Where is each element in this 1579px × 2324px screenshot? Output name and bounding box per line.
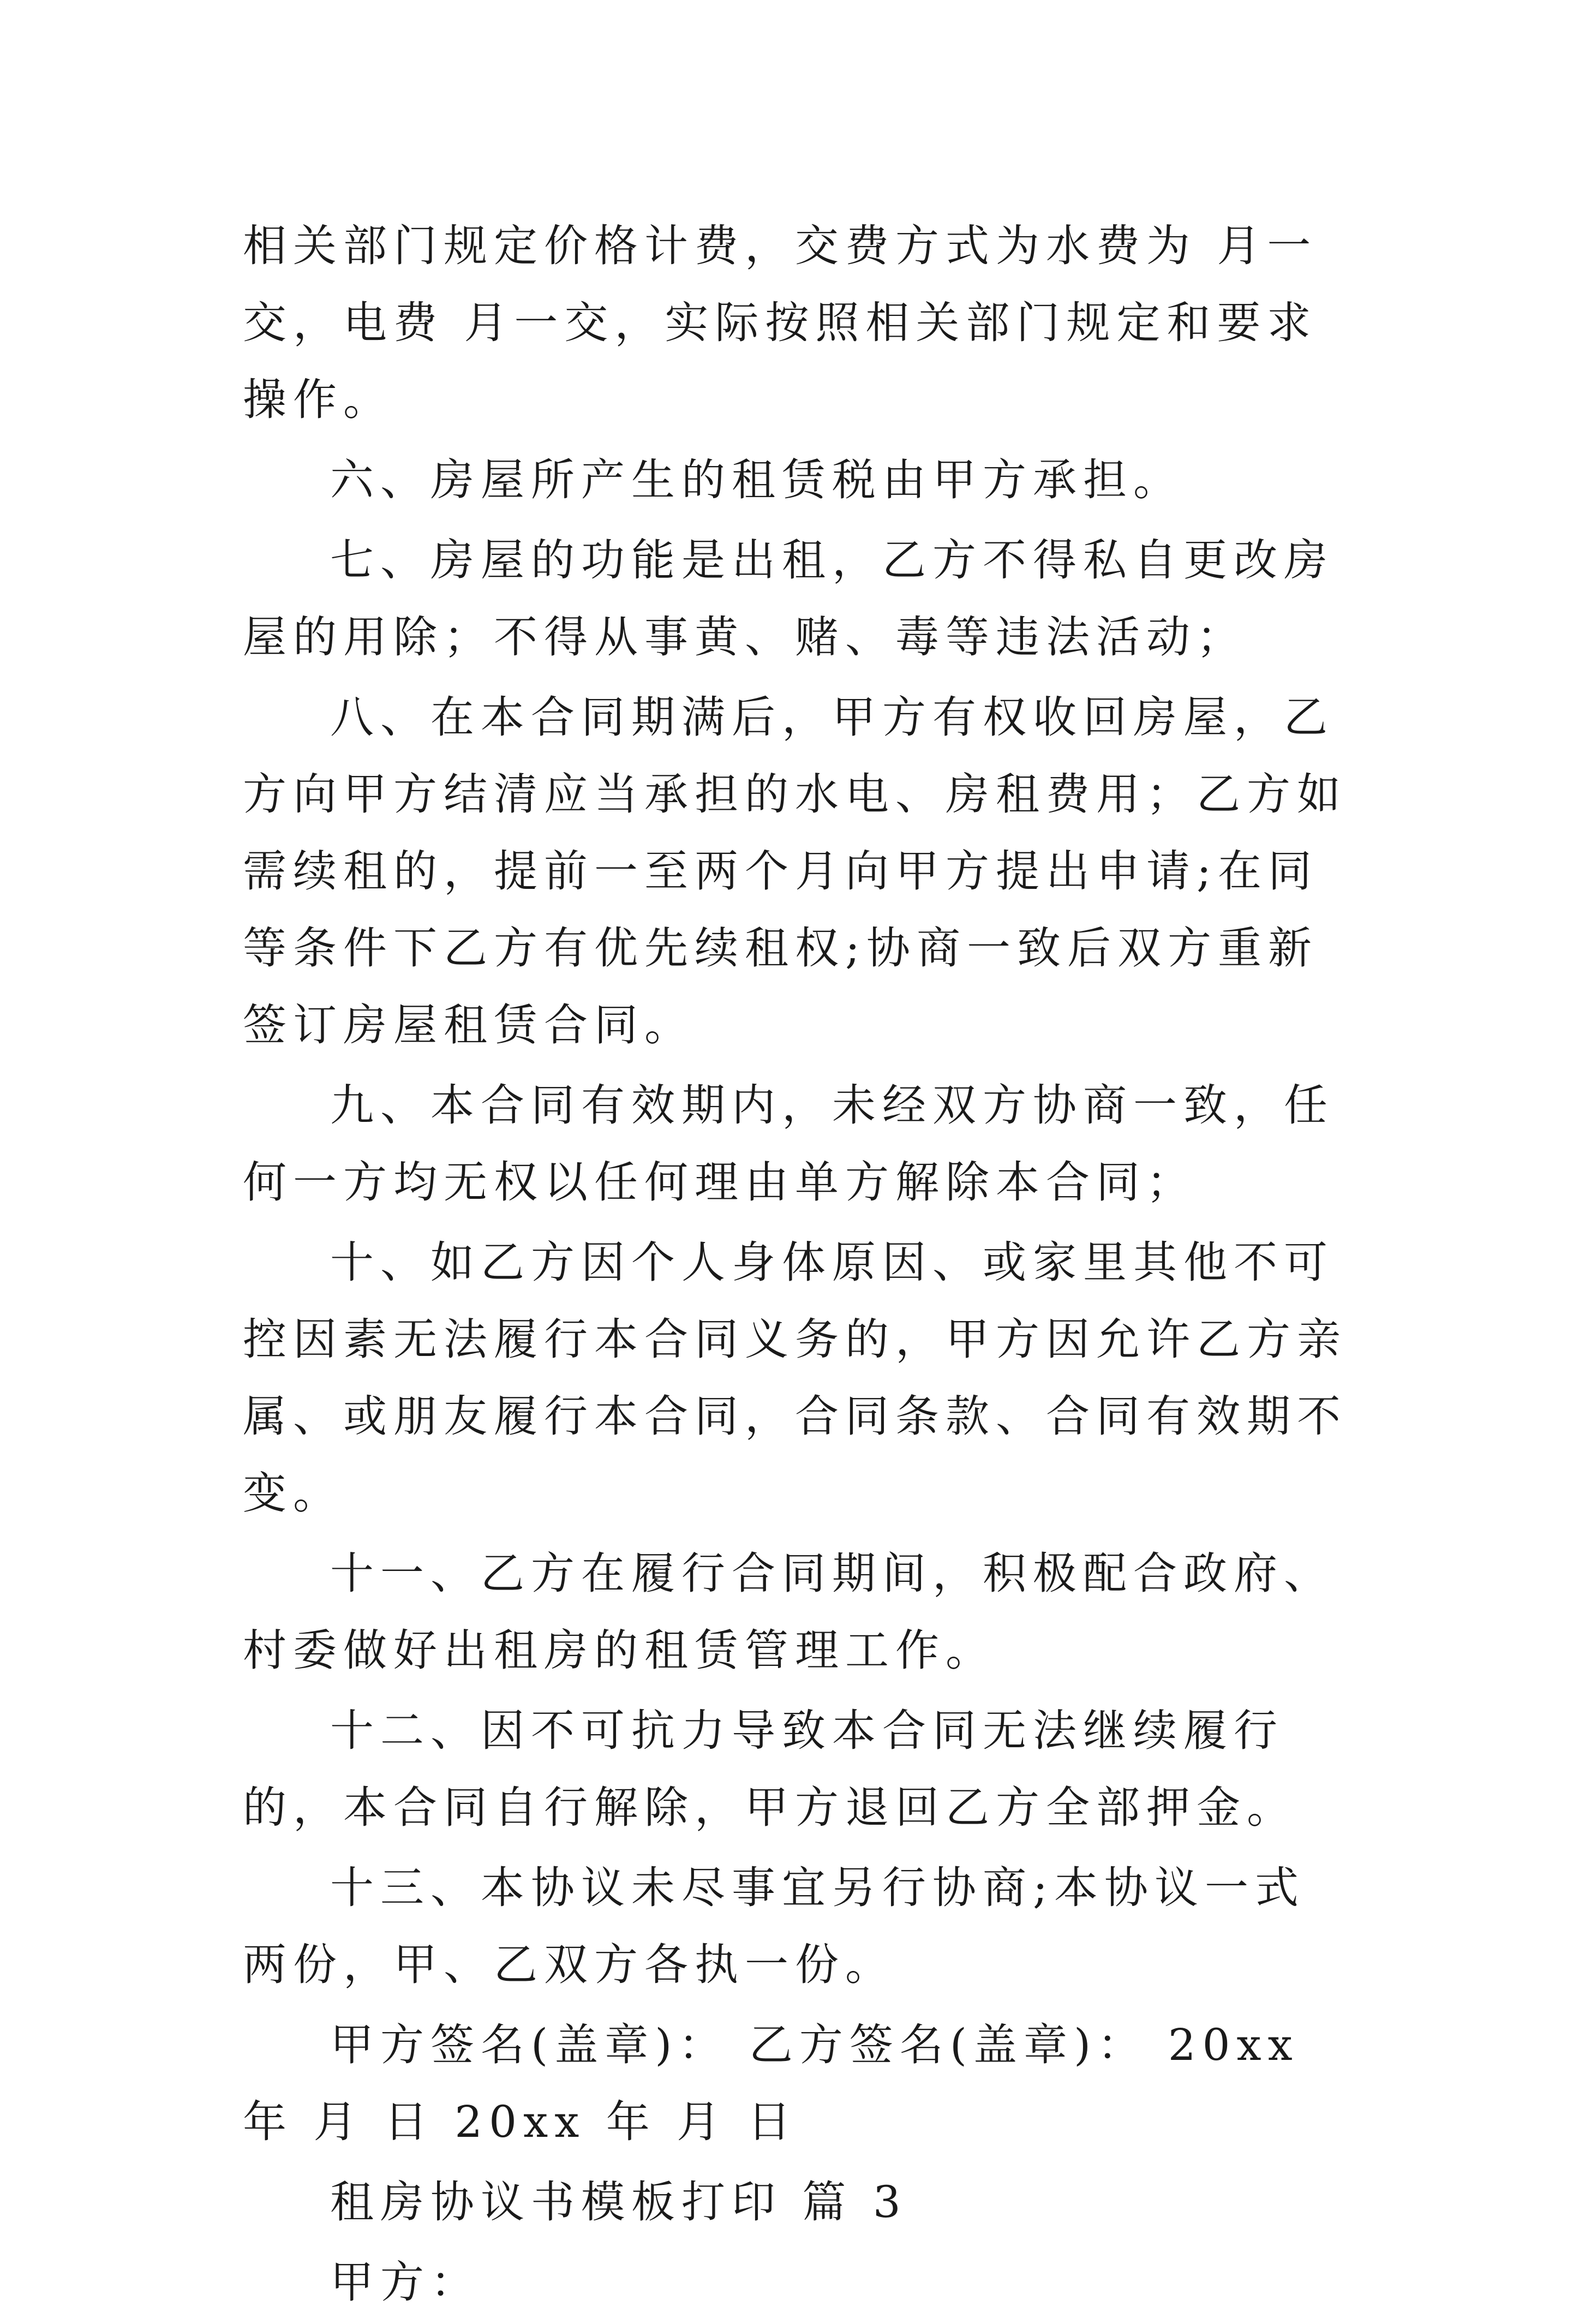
section-title: 租房协议书模板打印 篇 3 xyxy=(330,2177,907,2227)
signature-line: 甲方签名(盖章)： 乙方签名(盖章)： 20xx 年 月 日 20xx 年 月 日 xyxy=(243,2020,1299,2147)
paragraph-clause-6: 六、房屋所产生的租赁税由甲方承担。 xyxy=(330,455,1183,505)
party-a-label: 甲方： xyxy=(330,2257,481,2308)
paragraph-clause-13: 十三、本协议未尽事宜另行协商;本协议一式两份，甲、乙双方各执一份。 xyxy=(243,1862,1305,1990)
paragraph-water-electric-fee: 相关部门规定价格计费，交费方式为水费为 月一交，电费 月一交，实际按照相关部门规定和要求操作。 xyxy=(243,220,1318,425)
paragraph-clause-8: 八、在本合同期满后，甲方有权收回房屋，乙方向甲方结清应当承担的水电、房租费用；乙方如需续租的，提前一至两个月向甲方提出申请;在同等条件下乙方有优先续租权;协商一致后双方重新签订房屋租赁合同。 xyxy=(243,692,1347,1050)
paragraph-clause-9: 九、本合同有效期内，未经双方协商一致，任何一方均无权以任何理由单方解除本合同； xyxy=(243,1080,1334,1208)
paragraph-clause-11: 十一、乙方在履行合同期间，积极配合政府、村委做好出租房的租赁管理工作。 xyxy=(243,1548,1334,1676)
paragraph-clause-7: 七、房屋的功能是出租，乙方不得私自更改房屋的用除；不得从事黄、赌、毒等违法活动； xyxy=(243,535,1334,662)
paragraph-clause-10: 十、如乙方因个人身体原因、或家里其他不可控因素无法履行本合同义务的，甲方因允许乙方亲属、或朋友履行本合同，合同条款、合同有效期不变。 xyxy=(243,1237,1347,1519)
document-body xyxy=(243,207,1350,2324)
paragraph-clause-12: 十二、因不可抗力导致本合同无法继续履行的，本合同自行解除，甲方退回乙方全部押金。 xyxy=(243,1705,1297,1833)
